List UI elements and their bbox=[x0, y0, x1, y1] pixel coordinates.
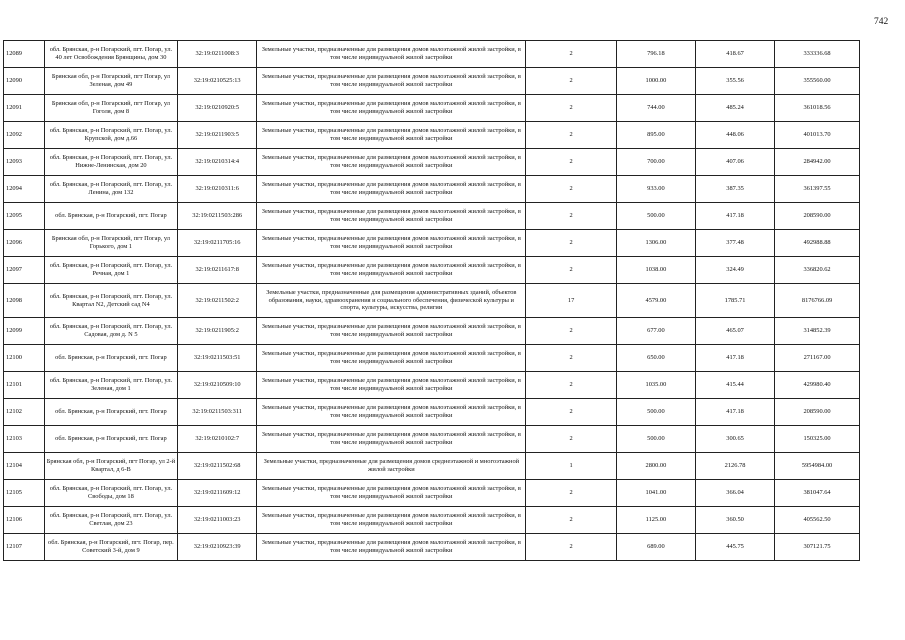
cadastral-number-cell: 32:19:0211503:51 bbox=[178, 345, 257, 372]
row-number: 12103 bbox=[4, 426, 45, 453]
group-cell: 2 bbox=[526, 372, 616, 399]
table-row bbox=[4, 372, 860, 399]
area-cell: 689.00 bbox=[616, 534, 695, 561]
page-number: 742 bbox=[874, 17, 889, 27]
group-cell: 2 bbox=[526, 345, 616, 372]
specific-value-cell: 417.18 bbox=[695, 345, 774, 372]
address-cell: обл. Брянская, р-н Погарский, пгт. Погар, ул. Квартал N2, Детский сад N4 bbox=[44, 284, 177, 318]
cadastral-number-cell: 32:19:0211609:12 bbox=[178, 480, 257, 507]
address-cell: обл. Брянская, р-н Погарский, пгт. Погар, ул. Свободы, дом 18 bbox=[44, 480, 177, 507]
specific-value-cell: 1785.71 bbox=[695, 284, 774, 318]
group-cell: 2 bbox=[526, 176, 616, 203]
table-row bbox=[4, 480, 860, 507]
table-row bbox=[4, 318, 860, 345]
group-cell: 2 bbox=[526, 318, 616, 345]
table-row bbox=[4, 122, 860, 149]
cadastral-number-cell: 32:19:0211617:8 bbox=[178, 257, 257, 284]
table-row bbox=[4, 149, 860, 176]
land-use-cell: Земельные участки, предназначенные для размещения домов малоэтажной жилой застройки, в том числе индивидуальной жилой застройки bbox=[257, 149, 526, 176]
cadastral-number-cell: 32:19:0211003:23 bbox=[178, 507, 257, 534]
address-cell: обл. Брянская, р-н Погарский, пгт. Погар, ул. Нижне-Ленинская, дом 20 bbox=[44, 149, 177, 176]
row-number: 12095 bbox=[4, 203, 45, 230]
land-use-cell: Земельные участки, предназначенные для размещения домов малоэтажной жилой застройки, в том числе индивидуальной жилой застройки bbox=[257, 41, 526, 68]
land-use-cell: Земельные участки, предназначенные для размещения домов малоэтажной жилой застройки, в том числе индивидуальной жилой застройки bbox=[257, 230, 526, 257]
row-number: 12101 bbox=[4, 372, 45, 399]
specific-value-cell: 417.18 bbox=[695, 399, 774, 426]
specific-value-cell: 387.35 bbox=[695, 176, 774, 203]
row-number: 12097 bbox=[4, 257, 45, 284]
table-row bbox=[4, 257, 860, 284]
cadastral-number-cell: 32:19:0211502:2 bbox=[178, 284, 257, 318]
area-cell: 1000.00 bbox=[616, 68, 695, 95]
table-row bbox=[4, 41, 860, 68]
cadastral-number-cell: 32:19:0211502:68 bbox=[178, 453, 257, 480]
land-use-cell: Земельные участки, предназначенные для размещения домов малоэтажной жилой застройки, в том числе индивидуальной жилой застройки bbox=[257, 345, 526, 372]
table-row bbox=[4, 95, 860, 122]
cadastral-value-cell: 271167.00 bbox=[775, 345, 860, 372]
group-cell: 2 bbox=[526, 95, 616, 122]
specific-value-cell: 407.06 bbox=[695, 149, 774, 176]
area-cell: 895.00 bbox=[616, 122, 695, 149]
row-number: 12093 bbox=[4, 149, 45, 176]
group-cell: 2 bbox=[526, 534, 616, 561]
area-cell: 2800.00 bbox=[616, 453, 695, 480]
address-cell: Брянская обл, р-н Погарский, пгт Погар, ул 2-й Квартал, д 6-В bbox=[44, 453, 177, 480]
address-cell: обл. Брянская, р-н Погарский, пгт. Погар bbox=[44, 399, 177, 426]
address-cell: обл. Брянская, р-н Погарский, пгт. Погар bbox=[44, 345, 177, 372]
cadastral-number-cell: 32:19:0210920:5 bbox=[178, 95, 257, 122]
cadastral-value-cell: 429980.40 bbox=[775, 372, 860, 399]
row-number: 12102 bbox=[4, 399, 45, 426]
cadastral-value-cell: 208590.00 bbox=[775, 203, 860, 230]
cadastral-value-cell: 5954984.00 bbox=[775, 453, 860, 480]
cadastral-number-cell: 32:19:0211903:5 bbox=[178, 122, 257, 149]
row-number: 12106 bbox=[4, 507, 45, 534]
row-number: 12089 bbox=[4, 41, 45, 68]
area-cell: 1306.00 bbox=[616, 230, 695, 257]
row-number: 12098 bbox=[4, 284, 45, 318]
address-cell: обл. Брянская, р-н Погарский, пгт. Погар, ул. Речная, дом 1 bbox=[44, 257, 177, 284]
table-row bbox=[4, 507, 860, 534]
table-row bbox=[4, 426, 860, 453]
cadastral-value-cell: 150325.00 bbox=[775, 426, 860, 453]
land-use-cell: Земельные участки, предназначенные для размещения домов малоэтажной жилой застройки, в том числе индивидуальной жилой застройки bbox=[257, 122, 526, 149]
land-use-cell: Земельные участки, предназначенные для размещения домов малоэтажной жилой застройки, в том числе индивидуальной жилой застройки bbox=[257, 480, 526, 507]
cadastral-number-cell: 32:19:0210525:13 bbox=[178, 68, 257, 95]
group-cell: 2 bbox=[526, 399, 616, 426]
table-body bbox=[4, 41, 860, 561]
cadastral-number-cell: 32:19:0211503:311 bbox=[178, 399, 257, 426]
cadastral-value-table bbox=[3, 40, 860, 561]
group-cell: 2 bbox=[526, 426, 616, 453]
group-cell: 2 bbox=[526, 230, 616, 257]
address-cell: обл. Брянская, р-н Погарский, пгт. Погар, ул. Садовая, дом д. N 5 bbox=[44, 318, 177, 345]
specific-value-cell: 360.50 bbox=[695, 507, 774, 534]
table-row bbox=[4, 345, 860, 372]
cadastral-value-cell: 405562.50 bbox=[775, 507, 860, 534]
address-cell: Брянская обл, р-н Погарский, пгт Погар, ул Горького, дом 1 bbox=[44, 230, 177, 257]
table-row bbox=[4, 453, 860, 480]
specific-value-cell: 465.07 bbox=[695, 318, 774, 345]
area-cell: 933.00 bbox=[616, 176, 695, 203]
specific-value-cell: 415.44 bbox=[695, 372, 774, 399]
address-cell: обл. Брянская, р-н Погарский, пгт. Погар bbox=[44, 203, 177, 230]
cadastral-number-cell: 32:19:0210509:10 bbox=[178, 372, 257, 399]
specific-value-cell: 448.06 bbox=[695, 122, 774, 149]
group-cell: 2 bbox=[526, 122, 616, 149]
cadastral-value-cell: 284942.00 bbox=[775, 149, 860, 176]
group-cell: 17 bbox=[526, 284, 616, 318]
cadastral-value-cell: 381047.64 bbox=[775, 480, 860, 507]
row-number: 12090 bbox=[4, 68, 45, 95]
address-cell: обл. Брянская, р-н Погарский, пгт. Погар, ул. 40 лет Освобождения Брянщины, дом 30 bbox=[44, 41, 177, 68]
address-cell: обл. Брянская, р-н Погарский, пгт. Погар, ул. Ленина, дом 132 bbox=[44, 176, 177, 203]
row-number: 12105 bbox=[4, 480, 45, 507]
area-cell: 1035.00 bbox=[616, 372, 695, 399]
address-cell: обл. Брянская, р-н Погарский, пгт. Погар, ул. Крупской, дом д.66 bbox=[44, 122, 177, 149]
cadastral-number-cell: 32:19:0210314:4 bbox=[178, 149, 257, 176]
group-cell: 2 bbox=[526, 203, 616, 230]
group-cell: 2 bbox=[526, 41, 616, 68]
land-use-cell: Земельные участки, предназначенные для размещения домов малоэтажной жилой застройки, в том числе индивидуальной жилой застройки bbox=[257, 203, 526, 230]
row-number: 12094 bbox=[4, 176, 45, 203]
cadastral-number-cell: 32:19:0210102:7 bbox=[178, 426, 257, 453]
specific-value-cell: 445.75 bbox=[695, 534, 774, 561]
cadastral-value-cell: 314852.39 bbox=[775, 318, 860, 345]
group-cell: 2 bbox=[526, 480, 616, 507]
land-use-cell: Земельные участки, предназначенные для размещения домов малоэтажной жилой застройки, в том числе индивидуальной жилой застройки bbox=[257, 426, 526, 453]
cadastral-number-cell: 32:19:0211705:16 bbox=[178, 230, 257, 257]
land-use-cell: Земельные участки, предназначенные для размещения домов малоэтажной жилой застройки, в том числе индивидуальной жилой застройки bbox=[257, 68, 526, 95]
table-row bbox=[4, 68, 860, 95]
table-row bbox=[4, 284, 860, 318]
specific-value-cell: 418.67 bbox=[695, 41, 774, 68]
cadastral-value-cell: 355560.00 bbox=[775, 68, 860, 95]
row-number: 12104 bbox=[4, 453, 45, 480]
address-cell: обл. Брянская, р-н Погарский, пгт. Погар bbox=[44, 426, 177, 453]
land-use-cell: Земельные участки, предназначенные для размещения административных зданий, объектов образования, науки, здравоохранения и социального обеспечения, физической культуры и спорта, культуры, искусства, религии bbox=[257, 284, 526, 318]
address-cell: обл. Брянская, р-н Погарский, пгт. Погар, ул. Зеленая, дом 1 bbox=[44, 372, 177, 399]
cadastral-number-cell: 32:19:0211503:286 bbox=[178, 203, 257, 230]
land-use-cell: Земельные участки, предназначенные для размещения домов малоэтажной жилой застройки, в том числе индивидуальной жилой застройки bbox=[257, 372, 526, 399]
specific-value-cell: 377.48 bbox=[695, 230, 774, 257]
cadastral-value-cell: 401013.70 bbox=[775, 122, 860, 149]
specific-value-cell: 2126.78 bbox=[695, 453, 774, 480]
area-cell: 677.00 bbox=[616, 318, 695, 345]
row-number: 12091 bbox=[4, 95, 45, 122]
specific-value-cell: 355.56 bbox=[695, 68, 774, 95]
area-cell: 796.18 bbox=[616, 41, 695, 68]
land-use-cell: Земельные участки, предназначенные для размещения домов среднеэтажной и многоэтажной жилой застройки bbox=[257, 453, 526, 480]
table-row bbox=[4, 176, 860, 203]
specific-value-cell: 417.18 bbox=[695, 203, 774, 230]
address-cell: обл. Брянская, р-н Погарский, пгт. Погар, пер. Советский 3-й, дом 9 bbox=[44, 534, 177, 561]
specific-value-cell: 300.65 bbox=[695, 426, 774, 453]
land-use-cell: Земельные участки, предназначенные для размещения домов малоэтажной жилой застройки, в том числе индивидуальной жилой застройки bbox=[257, 507, 526, 534]
land-use-cell: Земельные участки, предназначенные для размещения домов малоэтажной жилой застройки, в том числе индивидуальной жилой застройки bbox=[257, 318, 526, 345]
group-cell: 2 bbox=[526, 149, 616, 176]
address-cell: Брянская обл, р-н Погарский, пгт Погар, ул Зеленая, дом 49 bbox=[44, 68, 177, 95]
row-number: 12100 bbox=[4, 345, 45, 372]
row-number: 12096 bbox=[4, 230, 45, 257]
table-row bbox=[4, 203, 860, 230]
address-cell: обл. Брянская, р-н Погарский, пгт. Погар, ул. Светлая, дом 23 bbox=[44, 507, 177, 534]
area-cell: 744.00 bbox=[616, 95, 695, 122]
address-cell: Брянская обл, р-н Погарский, пгт Погар, ул Гоголя, дом 8 bbox=[44, 95, 177, 122]
specific-value-cell: 324.49 bbox=[695, 257, 774, 284]
table-row bbox=[4, 399, 860, 426]
cadastral-number-cell: 32:19:0210923:39 bbox=[178, 534, 257, 561]
row-number: 12107 bbox=[4, 534, 45, 561]
table-row bbox=[4, 230, 860, 257]
cadastral-value-cell: 336820.62 bbox=[775, 257, 860, 284]
cadastral-value-cell: 492988.88 bbox=[775, 230, 860, 257]
cadastral-value-cell: 208590.00 bbox=[775, 399, 860, 426]
cadastral-number-cell: 32:19:0211008:3 bbox=[178, 41, 257, 68]
area-cell: 1041.00 bbox=[616, 480, 695, 507]
table-row bbox=[4, 534, 860, 561]
cadastral-value-cell: 307121.75 bbox=[775, 534, 860, 561]
cadastral-value-cell: 361018.56 bbox=[775, 95, 860, 122]
land-use-cell: Земельные участки, предназначенные для размещения домов малоэтажной жилой застройки, в том числе индивидуальной жилой застройки bbox=[257, 534, 526, 561]
row-number: 12099 bbox=[4, 318, 45, 345]
specific-value-cell: 366.04 bbox=[695, 480, 774, 507]
area-cell: 650.00 bbox=[616, 345, 695, 372]
group-cell: 2 bbox=[526, 507, 616, 534]
specific-value-cell: 485.24 bbox=[695, 95, 774, 122]
land-use-cell: Земельные участки, предназначенные для размещения домов малоэтажной жилой застройки, в том числе индивидуальной жилой застройки bbox=[257, 399, 526, 426]
land-use-cell: Земельные участки, предназначенные для размещения домов малоэтажной жилой застройки, в том числе индивидуальной жилой застройки bbox=[257, 95, 526, 122]
area-cell: 700.00 bbox=[616, 149, 695, 176]
area-cell: 4579.00 bbox=[616, 284, 695, 318]
cadastral-number-cell: 32:19:0211905:2 bbox=[178, 318, 257, 345]
cadastral-value-cell: 8176766.09 bbox=[775, 284, 860, 318]
group-cell: 1 bbox=[526, 453, 616, 480]
land-use-cell: Земельные участки, предназначенные для размещения домов малоэтажной жилой застройки, в том числе индивидуальной жилой застройки bbox=[257, 257, 526, 284]
cadastral-value-cell: 361397.55 bbox=[775, 176, 860, 203]
area-cell: 1038.00 bbox=[616, 257, 695, 284]
row-number: 12092 bbox=[4, 122, 45, 149]
group-cell: 2 bbox=[526, 257, 616, 284]
area-cell: 500.00 bbox=[616, 399, 695, 426]
area-cell: 1125.00 bbox=[616, 507, 695, 534]
land-use-cell: Земельные участки, предназначенные для размещения домов малоэтажной жилой застройки, в том числе индивидуальной жилой застройки bbox=[257, 176, 526, 203]
group-cell: 2 bbox=[526, 68, 616, 95]
cadastral-value-cell: 333336.68 bbox=[775, 41, 860, 68]
area-cell: 500.00 bbox=[616, 426, 695, 453]
area-cell: 500.00 bbox=[616, 203, 695, 230]
cadastral-number-cell: 32:19:0210311:6 bbox=[178, 176, 257, 203]
